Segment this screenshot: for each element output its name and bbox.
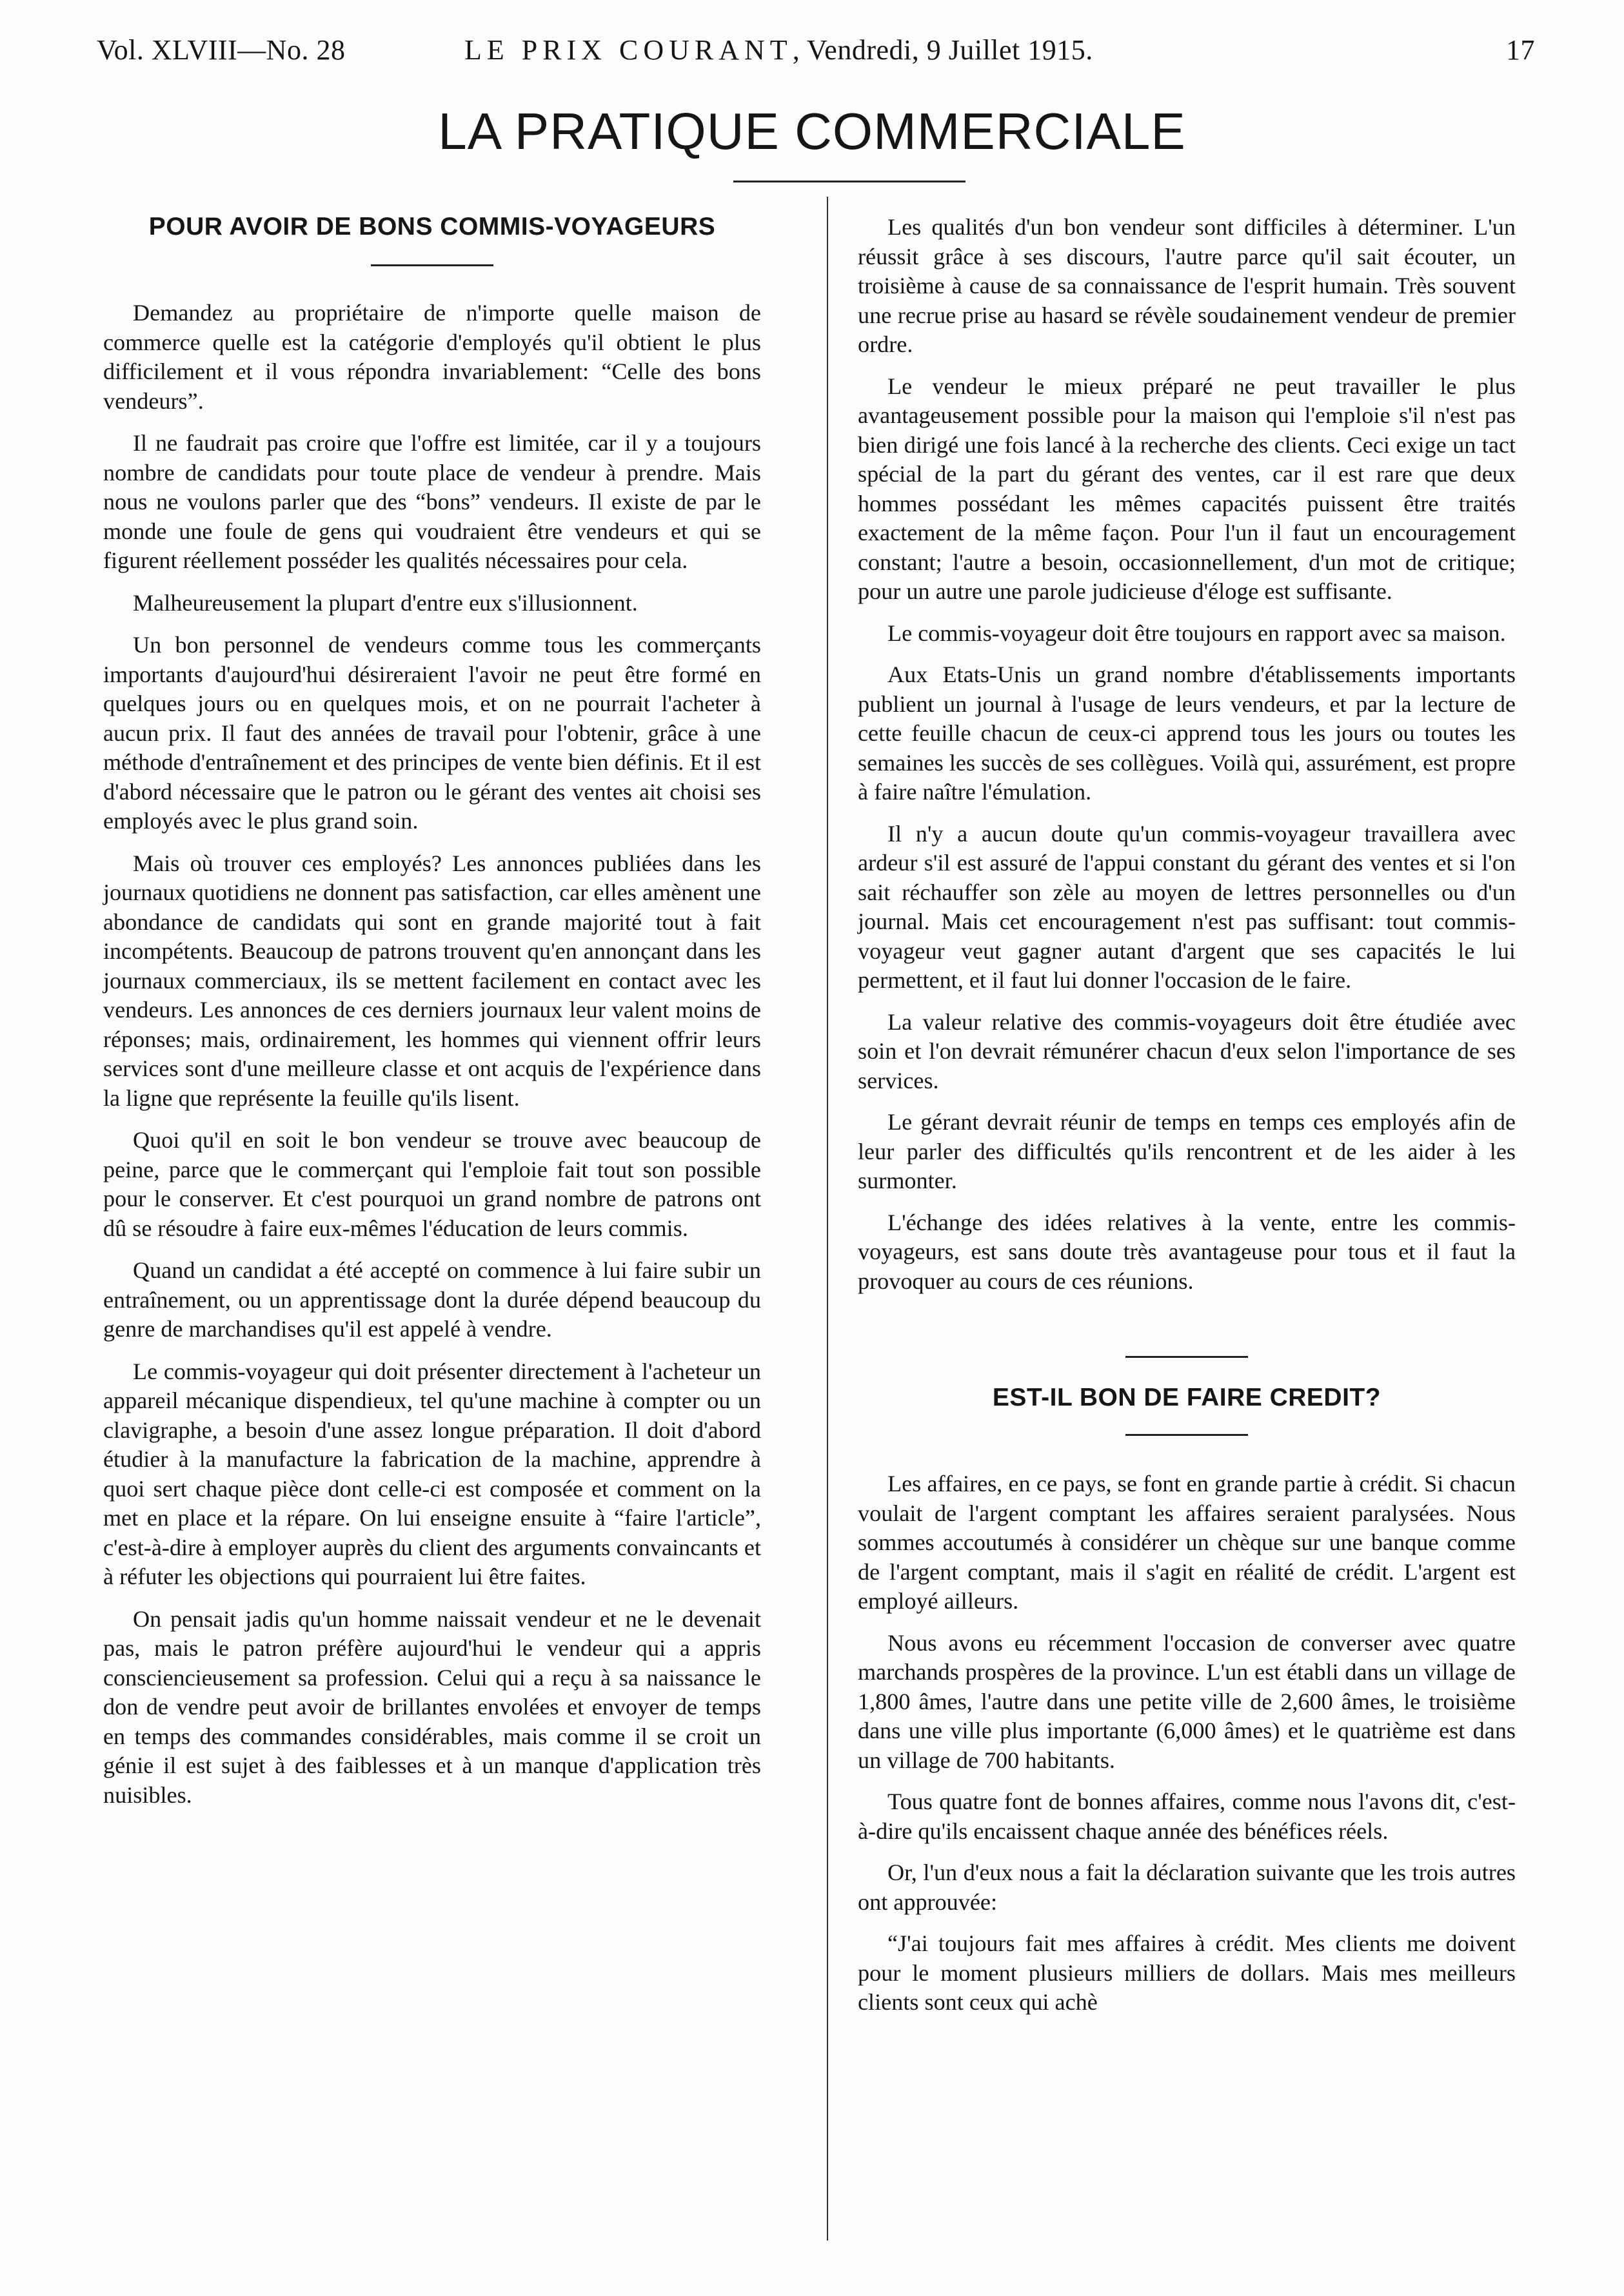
section1-paragraph: Quoi qu'il en soit le bon vendeur se trouve avec beaucoup de peine, parce que le commerçant qui l'emploie fait tout son possible pour le conserver. Et c'est pourquoi un grand nombre de patrons ont dû se résoudre à faire eux-mêmes l'éducation de leurs commis. <box>103 1127 761 1241</box>
section2-heading: EST-IL BON DE FAIRE CREDIT? <box>992 1384 1381 1411</box>
section1-paragraph: Il ne faudrait pas croire que l'offre est limitée, car il y a toujours nombre de candidats pour toute place de vendeur à prendre. Mais nous ne voulons parler que des “bons” vendeurs. Il existe de par le monde une foule de gens qui voudraient être vendeurs et qui se figurent réellement posséder les qualités nécessaires pour cela. <box>103 430 761 573</box>
section1-paragraph: Le gérant devrait réunir de temps en temps ces employés afin de leur parler des difficultés qu'ils rencontrent et de les aider à les surmonter. <box>858 1109 1516 1193</box>
section2-paragraph: Les affaires, en ce pays, se font en grande partie à crédit. Si chacun voulait de l'argent comptant les affaires seraient paralysées. Nous sommes accoutumés à considérer un chèque sur une banque comme de l'argent comptant, mais il s'agit en réalité de crédit. L'argent est employé ailleurs. <box>858 1471 1516 1614</box>
right-column <box>858 213 1516 2030</box>
section2-paragraph: Or, l'un d'eux nous a fait la déclaration suivante que les trois autres ont approuvée: <box>858 1859 1516 1915</box>
column-divider <box>827 197 828 2241</box>
issue-date: , Vendredi, 9 Juillet 1915. <box>792 34 1093 66</box>
section1-rule <box>371 264 493 266</box>
title-rule <box>733 181 965 182</box>
publication-name: LE PRIX COURANT <box>464 34 793 66</box>
section2-paragraph: Tous quatre font de bonnes affaires, comme nous l'avons dit, c'est-à-dire qu'ils encaissent chaque année des bénéfices réels. <box>858 1789 1516 1844</box>
header-center <box>464 34 1093 66</box>
section1-paragraph: Aux Etats-Unis un grand nombre d'établissements importants publient un journal à l'usage de leurs vendeurs, et par la lecture de cette feuille chacun de ceux-ci apprend tous les jours ou toutes les semaines les succès de ses collègues. Voilà qui, assurément, est propre à faire naître l'émulation. <box>858 662 1516 805</box>
section1-paragraph: Quand un candidat a été accepté on commence à lui faire subir un entraînement, ou un apprentissage dont la durée dépend beaucoup du genre de marchandises qu'il est appelé à vendre. <box>103 1257 761 1342</box>
section2-paragraph: Nous avons eu récemment l'occasion de converser avec quatre marchands prospères de la province. L'un est établi dans un village de 1,800 âmes, l'autre dans une petite ville de 2,600 âmes, le troisième dans une ville plus importante (6,000 âmes) et le quatrième est dans un village de 700 habitants. <box>858 1629 1516 1773</box>
section1-paragraph: Le vendeur le mieux préparé ne peut travailler le plus avantageusement possible pour la maison qui l'emploie s'il n'est pas bien dirigé une fois lancé à la recherche des clients. Ceci exige un tact spécial de la part du gérant des ventes, car il est rare que deux hommes possédant les mêmes capacités puissent être traités exactement de la même façon. Pour l'un il faut un encouragement constant; l'autre a besoin, occasionnellement, d'un mot de critique; pour un autre une parole judicieuse d'éloge est suffisante. <box>858 373 1516 604</box>
section1-paragraph: Les qualités d'un bon vendeur sont difficiles à déterminer. L'un réussit grâce à ses discours, l'autre parce qu'il sait écouter, un troisième à cause de sa connaissance de l'esprit humain. Très souvent une recrue prise au hasard se révèle soudainement vendeur de premier ordre. <box>858 214 1516 357</box>
section1-heading: POUR AVOIR DE BONS COMMIS-VOYAGEURS <box>148 213 716 240</box>
section1-paragraph: Il n'y a aucun doute qu'un commis-voyageur travaillera avec ardeur s'il est assuré de l'appui constant du gérant des ventes et si l'on sait réchauffer son zèle au moyen de lettres personnelles ou d'un journal. Mais cet encouragement n'est pas suffisant: tout commis-voyageur veut gagner autant d'argent que ses capacités le lui permettent, et il faut lui donner l'occasion de le faire. <box>858 820 1516 993</box>
section1-paragraph: Demandez au propriétaire de n'importe quelle maison de commerce quelle est la catégorie d'employés qu'il obtient le plus difficilement et il vous répondra invariablement: “Celle des bons vendeurs”. <box>103 300 761 414</box>
section2-rule <box>1125 1434 1248 1436</box>
section1-paragraph: Un bon personnel de vendeurs comme tous les commerçants importants d'aujourd'hui désireraient l'avoir ne peut être formé en quelques jours ou en quelques mois, et on ne pourrait l'acheter à aucun prix. Il faut des années de travail pour l'obtenir, grâce à une méthode d'entraînement et des principes de vente bien définis. Et il est d'abord nécessaire que le patron ou le gérant des ventes ait choisi ses employés avec le plus grand soin. <box>103 632 761 834</box>
section1-paragraph: La valeur relative des commis-voyageurs doit être étudiée avec soin et l'on devrait rémunérer chacun d'eux selon l'importance de ses services. <box>858 1008 1516 1094</box>
section1-paragraph: Malheureusement la plupart d'entre eux s'illusionnent. <box>133 589 638 616</box>
section1-paragraph: Mais où trouver ces employés? Les annonces publiées dans les journaux quotidiens ne donnent pas satisfaction, car elles amènent une abondance de candidats qui sont en grande majorité tout à fait incompétents. Beaucoup de patrons trouvent qu'en annonçant dans les journaux commerciaux, ils se mettent facilement en contact avec les vendeurs. Les annonces de ces derniers journaux leur valent moins de réponses; mais, ordinairement, les hommes qui viennent offrir leurs services sont d'une meilleure classe et ont acquis de l'expérience dans la ligne que représente la feuille qu'ils lisent. <box>103 850 761 1111</box>
section1-paragraph: On pensait jadis qu'un homme naissait vendeur et ne le devenait pas, mais le patron préfère aujourd'hui le vendeur qui a appris consciencieusement sa profession. Celui qui a reçu à sa naissance le don de vendre peut avoir de brillantes envolées et envoyer de temps en temps des commandes considérables, mais comme il se croit un génie il est sujet à des faiblesses et à un manque d'application très nuisibles. <box>103 1605 761 1808</box>
section1-paragraph: L'échange des idées relatives à la vente, entre les commis-voyageurs, est sans doute très avantageuse pour tous et il faut la provoquer au cours de ces réunions. <box>858 1209 1516 1294</box>
page-number: 17 <box>1506 34 1535 66</box>
page-title: LA PRATIQUE COMMERCIALE <box>438 103 1186 160</box>
section1-paragraph: Le commis-voyageur qui doit présenter directement à l'acheteur un appareil mécanique dispendieux, tel qu'une machine à compter ou un clavigraphe, a besoin d'une assez longue préparation. Il doit d'abord étudier à la manufacture la fabrication de la machine, apprendre à quoi sert chaque pièce dont celle-ci est composée et comment on la met en place et la répare. On lui enseigne ensuite à “faire l'article”, c'est-à-dire à employer auprès du client des arguments convaincants et à réfuter les objections qui pourraient lui être faites. <box>103 1358 761 1589</box>
volume-number: Vol. XLVIII—No. 28 <box>97 34 346 66</box>
section1-paragraph: Le commis-voyageur doit être toujours en rapport avec sa maison. <box>887 620 1506 646</box>
section2-top-rule <box>1125 1356 1248 1358</box>
section-spacer <box>858 1308 1516 1356</box>
running-header <box>97 34 1535 79</box>
section2-paragraph: “J'ai toujours fait mes affaires à crédit. Mes clients me doivent pour le moment plusieurs milliers de dollars. Mais mes meilleurs clients sont ceux qui achè <box>858 1930 1516 2015</box>
left-column <box>103 213 761 1823</box>
